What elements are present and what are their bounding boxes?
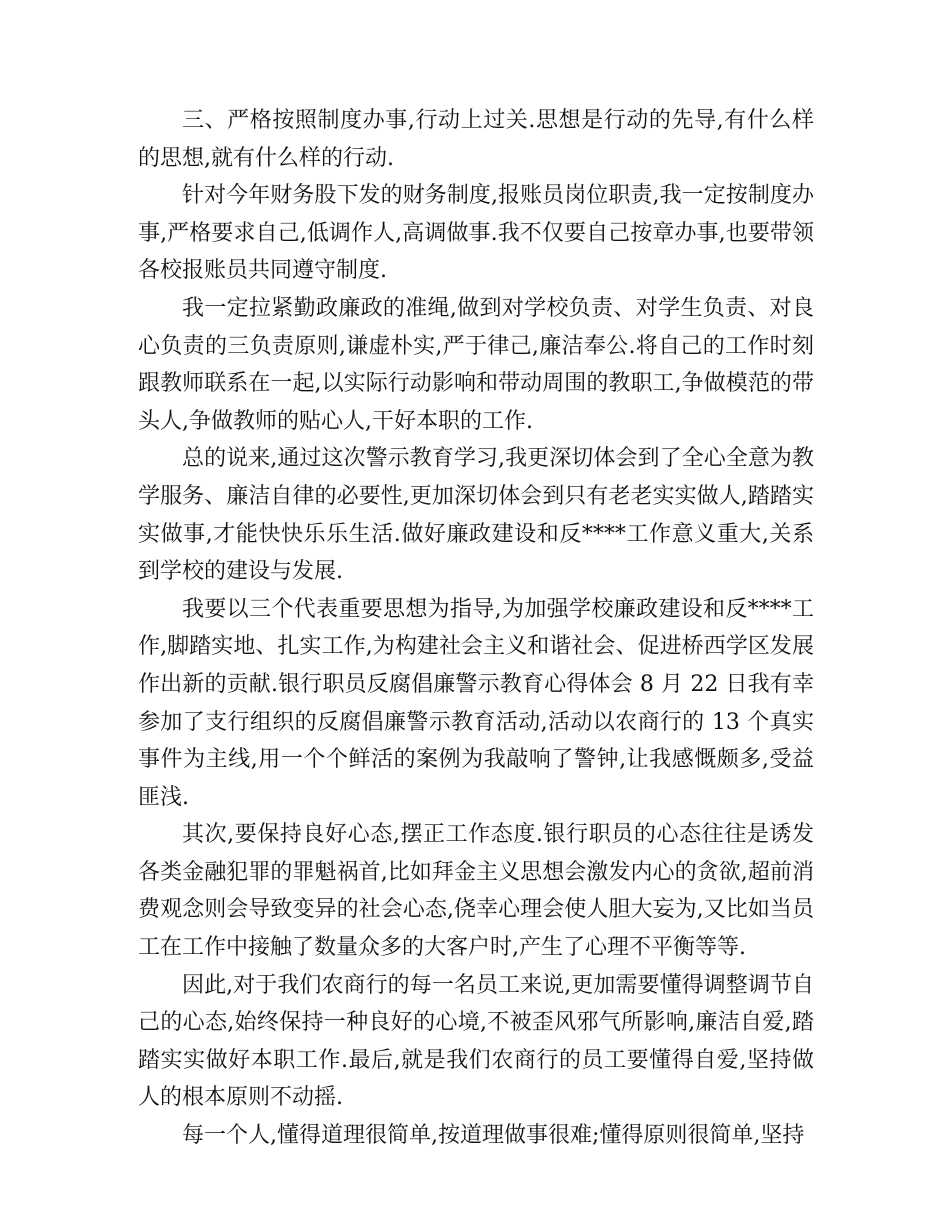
paragraph-8: 每一个人,懂得道理很简单,按道理做事很难;懂得原则很简单,坚持 bbox=[182, 1123, 805, 1149]
paragraph-7: 因此,对于我们农商行的每一名员工来说,更加需要懂得调整调节自己的心态,始终保持一种良好的心境,不被歪风邪气所影响,廉洁自爱,踏踏实实做好本职工作.最后,就是我们农商行的员工要懂得自爱,坚持做人的根本原则不动摇. bbox=[138, 972, 814, 1111]
paragraph-1: 三、严格按照制度办事,行动上过关.思想是行动的先导,有什么样的思想,就有什么样的行动. bbox=[138, 108, 814, 171]
paragraph-4: 总的说来,通过这次警示教育学习,我更深切体会到了全心全意为教学服务、廉洁自律的必要性,更加深切体会到只有老老实实做人,踏踏实实做事,才能快快乐乐生活.做好廉政建设和反****工作意义重大,关系到学校的建设与发展. bbox=[138, 446, 814, 585]
paragraph-6: 其次,要保持良好心态,摆正工作态度.银行职员的心态往往是诱发各类金融犯罪的罪魁祸首,比如拜金主义思想会激发内心的贪欲,超前消费观念则会导致变异的社会心态,侥幸心理会使人胆大妄为,又比如当员工在工作中接触了数量众多的大客户时,产生了心理不平衡等等. bbox=[138, 822, 814, 961]
paragraph-5: 我要以三个代表重要思想为指导,为加强学校廉政建设和反****工作,脚踏实地、扎实工作,为构建社会主义和谐社会、促进桥西学区发展作出新的贡献.银行职员反腐倡廉警示教育心得体会 8 月 22 日我有幸参加了支行组织的反腐倡廉警示教育活动,活动以农商行的 13 个真实事件为主线,用一个个鲜活的案例为我敲响了警钟,让我感慨颇多,受益匪浅. bbox=[138, 596, 814, 810]
paragraph-2: 针对今年财务股下发的财务制度,报账员岗位职责,我一定按制度办事,严格要求自己,低调作人,高调做事.我不仅要自己按章办事,也要带领各校报账员共同遵守制度. bbox=[138, 183, 814, 284]
document-body bbox=[138, 102, 814, 1155]
paragraph-3: 我一定拉紧勤政廉政的准绳,做到对学校负责、对学生负责、对良心负责的三负责原则,谦虚朴实,严于律己,廉洁奉公.将自己的工作时刻跟教师联系在一起,以实际行动影响和带动周围的教职工,争做模范的带头人,争做教师的贴心人,干好本职的工作. bbox=[138, 295, 814, 434]
